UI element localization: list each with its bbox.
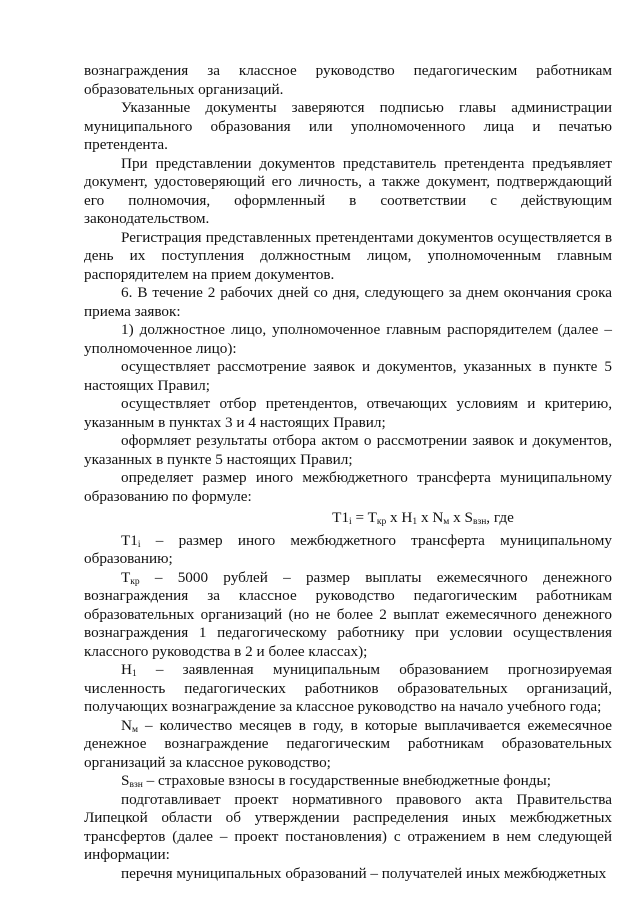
paragraph: оформляет результаты отбора актом о рассмотрении заявок и документов, указанных в пункте 5 настоящих Правил; bbox=[84, 432, 612, 468]
paragraph: осуществляет рассмотрение заявок и документов, указанных в пункте 5 настоящих Правил; bbox=[84, 358, 612, 394]
definition-nm: $N_м$ – количество месяцев в году, в которые выплачивается ежемесячное денежное вознаграждение педагогическим работникам образовательных организаций за классное руководство; bbox=[84, 716, 612, 771]
paragraph: 6. В течение 2 рабочих дней со дня, следующего за днем окончания срока приема заявок: bbox=[84, 284, 612, 320]
paragraph: перечня муниципальных образований – получателей иных межбюджетных bbox=[121, 864, 607, 882]
paragraph: определяет размер иного межбюджетного трансферта муниципальному образованию по формуле: bbox=[84, 469, 612, 505]
paragraph: подготавливает проект нормативного правового акта Правительства Липецкой области об утверждении распределения иных межбюджетных трансфертов (далее – проект постановления) с отражением в нем следующей информации: bbox=[84, 790, 612, 863]
paragraph: Регистрация представленных претендентами документов осуществляется в день их поступления должностным лицом, уполномоченным главным распорядителем на прием документов. bbox=[84, 228, 612, 283]
definition-h1: $H_1$ – заявленная муниципальным образованием прогнозируемая численность педагогических работников образовательных организаций, получающих вознаграждение за классное руководство на начало учебного года; bbox=[84, 661, 612, 715]
paragraph: 1) должностное лицо, уполномоченное главным распорядителем (далее – уполномоченное лицо): bbox=[84, 321, 612, 357]
paragraph: вознаграждения за классное руководство педагогическим работникам образовательных организаций. bbox=[84, 62, 612, 98]
definition-t1: $T1_i$ – размер иного межбюджетного трансферта муниципальному образованию; bbox=[84, 531, 612, 567]
definition-svzn: $S_{взн}$ – страховые взносы в государственные внебюджетные фонды; bbox=[121, 772, 551, 790]
formula: $T1_i = T_{кр}$ x $H_1$ x $N_м$ x $S_{взн}$, где bbox=[332, 509, 514, 527]
paragraph: осуществляет отбор претендентов, отвечающих условиям и критерию, указанным в пунктах 3 и 4 настоящих Правил; bbox=[84, 395, 612, 431]
definition-tkr: $T_{кр} - 5000$ рублей – размер выплаты ежемесячного денежного вознаграждения за классное руководство педагогическим работникам образовательных организаций (но не более 2 выплат ежемесячного денежного вознаграждения 1 педагогическому работнику при условии осуществления классного руководства в 2 и более классах); bbox=[84, 568, 612, 660]
document-page bbox=[84, 62, 612, 883]
paragraph: Указанные документы заверяются подписью главы администрации муниципального образования или уполномоченного лица и печатью претендента. bbox=[84, 99, 612, 153]
paragraph: При представлении документов представитель претендента предъявляет документ, удостоверяющий его личность, а также документ, подтверждающий его полномочия, оформленный в соответствии с действующим законодательством. bbox=[84, 154, 612, 227]
